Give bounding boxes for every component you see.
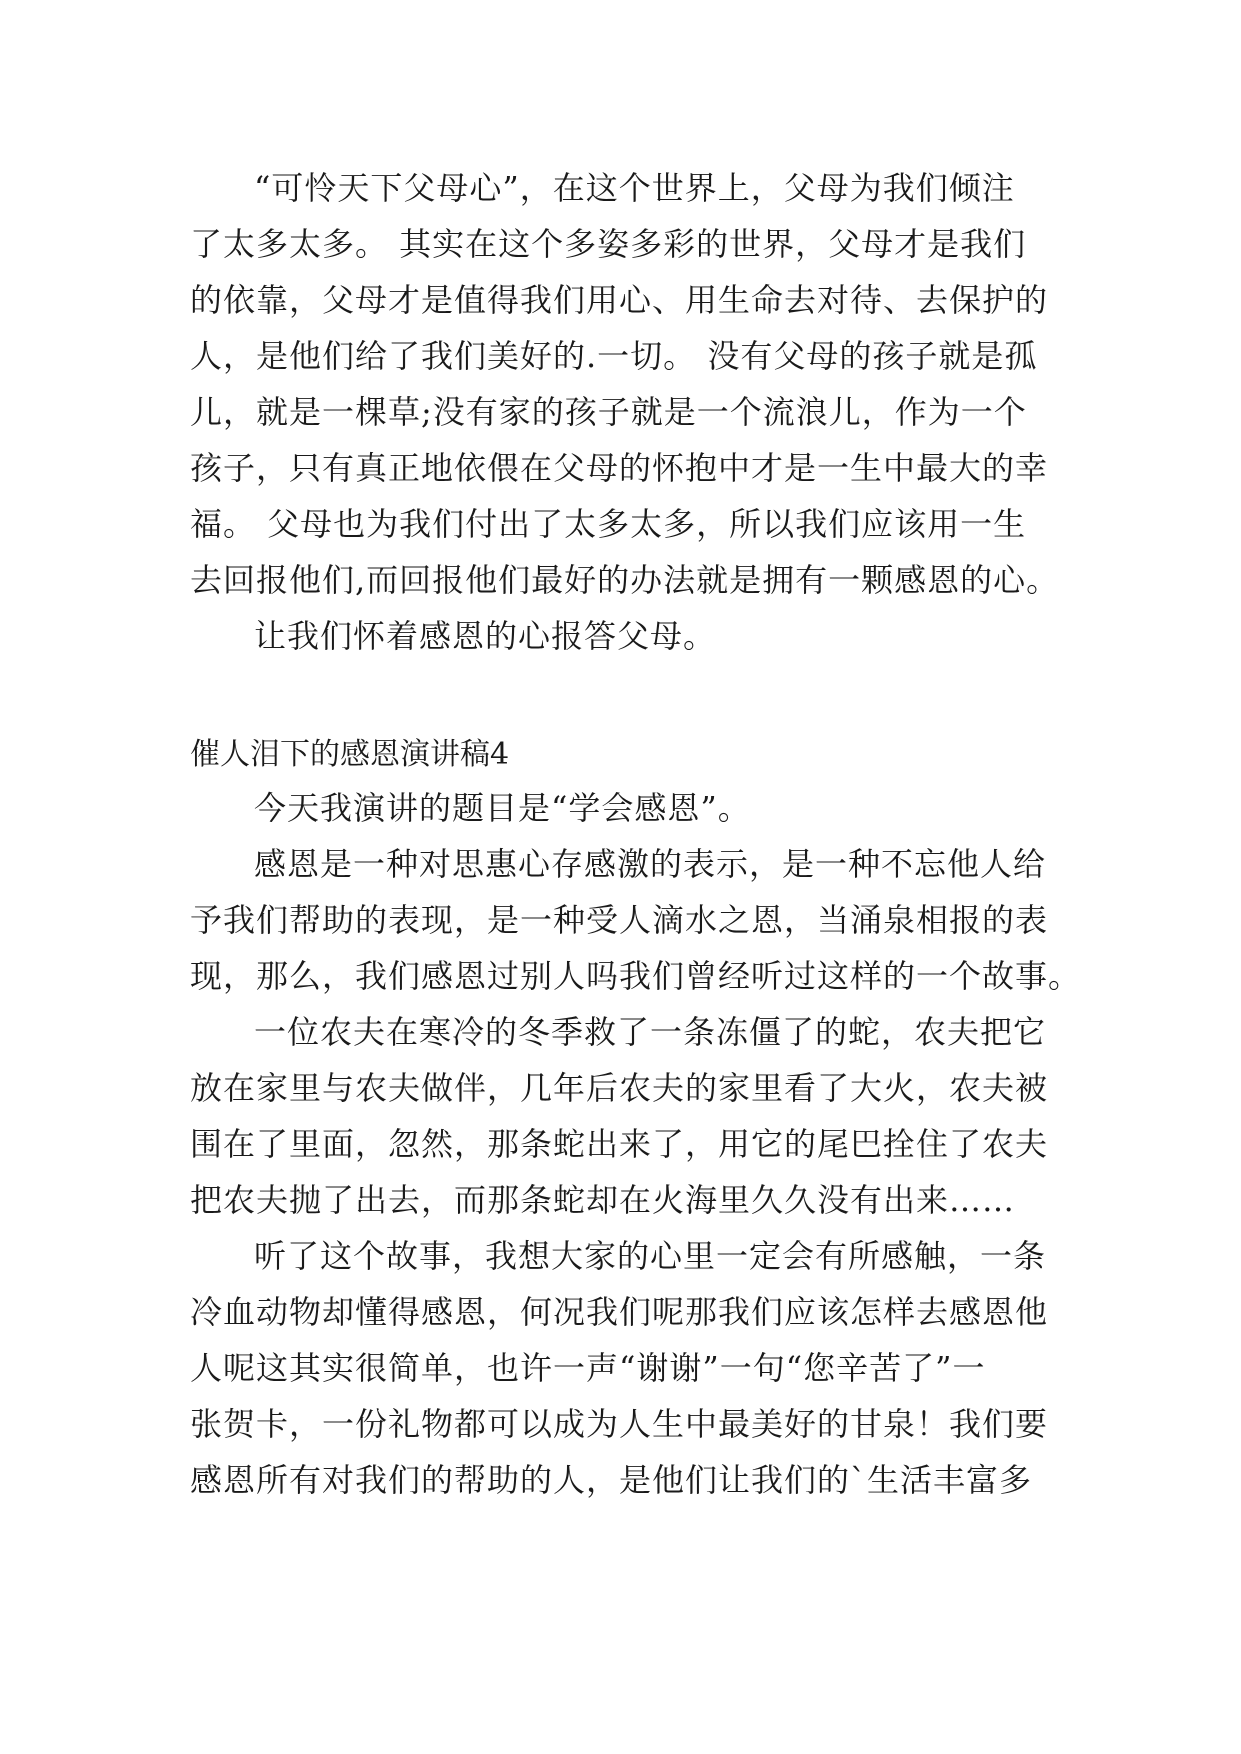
- text-line: “可怜天下父母心”，在这个世界上，父母为我们倾注: [254, 169, 1015, 207]
- paragraph-closing: [190, 608, 1050, 664]
- text-line: 孩子，只有真正地依偎在父母的怀抱中才是一生中最大的幸: [190, 449, 1049, 487]
- text-line: 去回报他们,而回报他们最好的办法就是拥有一颗感恩的心。: [190, 561, 1060, 599]
- text-line: 儿，就是一棵草;没有家的孩子就是一个流浪儿，作为一个: [190, 393, 1027, 431]
- text-line: 现，那么，我们感恩过别人吗我们曾经听过这样的一个故事。: [190, 957, 1082, 995]
- paragraph-topic: [190, 780, 1050, 836]
- text-line: 把农夫抛了出去，而那条蛇却在火海里久久没有出来……: [190, 1181, 1016, 1219]
- text-line: 的依靠，父母才是值得我们用心、用生命去对待、去保护的: [190, 281, 1049, 319]
- text-line: 听了这个故事，我想大家的心里一定会有所感触，一条: [254, 1237, 1047, 1275]
- text-line: 了太多太多。 其实在这个多姿多彩的世界，父母才是我们: [190, 225, 1027, 263]
- text-line: 感恩是一种对思惠心存感激的表示，是一种不忘他人给: [254, 845, 1047, 883]
- text-line: 围在了里面，忽然，那条蛇出来了，用它的尾巴拴住了农夫: [190, 1125, 1049, 1163]
- text-line: 今天我演讲的题目是“学会感恩”。: [254, 789, 751, 827]
- text-line: 放在家里与农夫做伴，几年后农夫的家里看了大火，农夫被: [190, 1069, 1049, 1107]
- text-line: 张贺卡，一份礼物都可以成为人生中最美好的甘泉！我们要: [190, 1405, 1049, 1443]
- paragraph-reflection: [190, 1228, 1050, 1508]
- text-line: 让我们怀着感恩的心报答父母。: [254, 617, 717, 655]
- text-line: 人，是他们给了我们美好的.一切。 没有父母的孩子就是孤: [190, 337, 1038, 375]
- paragraph-parents: [190, 160, 1060, 608]
- text-line: 冷血动物却懂得感恩，何况我们呢那我们应该怎样去感恩他: [190, 1293, 1049, 1331]
- paragraph-definition: [190, 836, 1082, 1004]
- document-page: [190, 160, 1082, 1508]
- section-gap: [190, 664, 1050, 730]
- text-line: 福。 父母也为我们付出了太多太多，所以我们应该用一生: [190, 505, 1027, 543]
- paragraph-story: [190, 1004, 1050, 1228]
- text-line: 一位农夫在寒冷的冬季救了一条冻僵了的蛇，农夫把它: [254, 1013, 1047, 1051]
- text-line: 感恩所有对我们的帮助的人，是他们让我们的`生活丰富多: [190, 1461, 1033, 1499]
- text-line: 予我们帮助的表现，是一种受人滴水之恩，当涌泉相报的表: [190, 901, 1049, 939]
- text-line: 人呢这其实很简单，也许一声“谢谢”一句“您辛苦了”一: [190, 1349, 986, 1387]
- section-heading: 催人泪下的感恩演讲稿4: [190, 737, 510, 772]
